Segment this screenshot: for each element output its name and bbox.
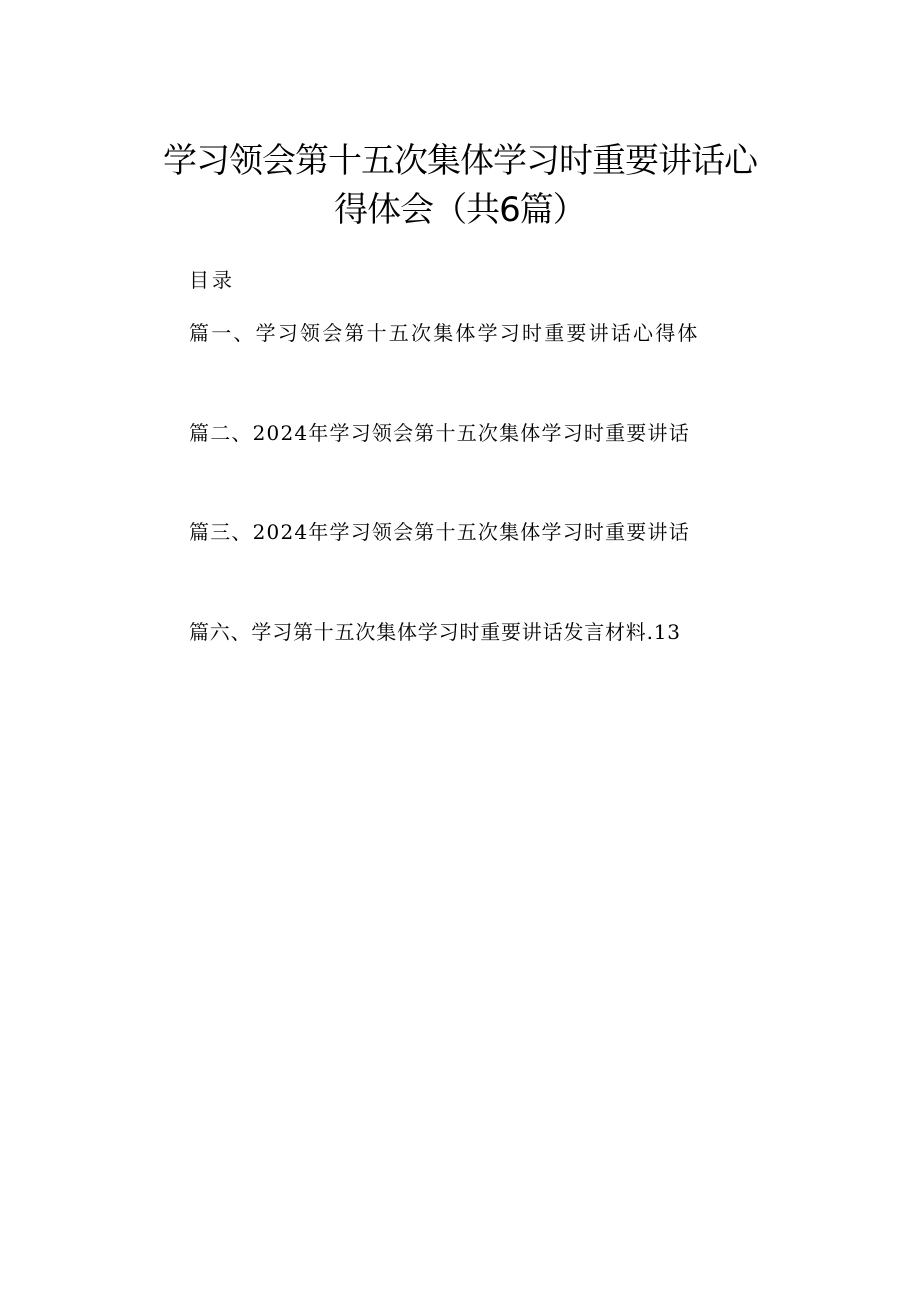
document-title-line-1: 学习领会第十五次集体学习时重要讲话心 bbox=[163, 141, 757, 181]
toc-item: 篇一、学习领会第十五次集体学习时重要讲话心得体 bbox=[189, 321, 700, 345]
toc-item: 篇六、学习第十五次集体学习时重要讲话发言材料.13 bbox=[189, 620, 681, 644]
document-title-line-2: 得体会（共6篇） bbox=[334, 190, 586, 230]
toc-item: 篇三、2024年学习领会第十五次集体学习时重要讲话 bbox=[189, 520, 690, 544]
toc-heading: 目录 bbox=[189, 268, 235, 292]
toc-item: 篇二、2024年学习领会第十五次集体学习时重要讲话 bbox=[189, 421, 690, 445]
